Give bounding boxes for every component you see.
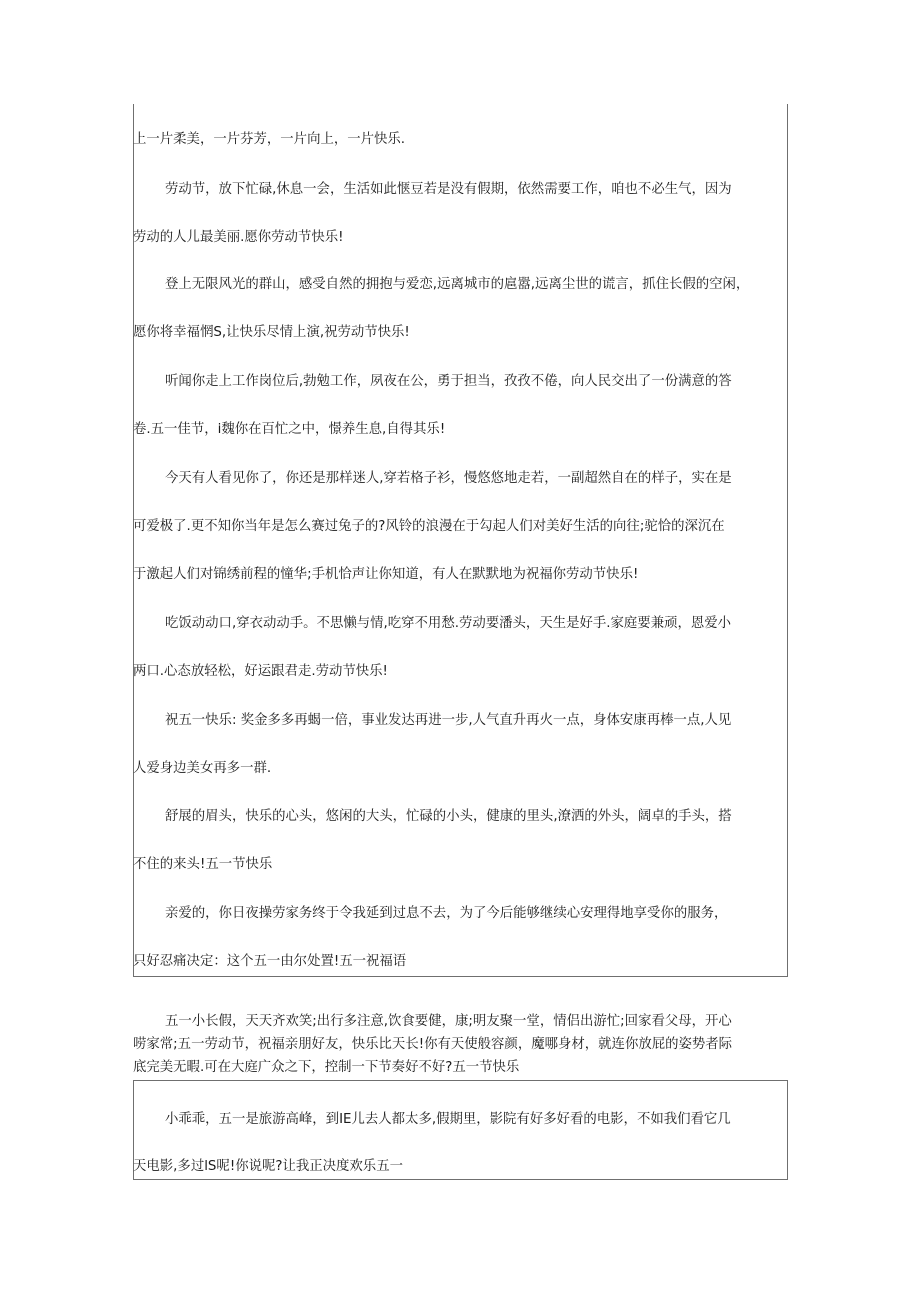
paragraph-line: 劳动节，放下忙碌,休息一会，生活如此惬豆若是没有假期，依然需要工作，咱也不必生气，因为 xyxy=(165,182,732,197)
paragraph-line: 祝五一快乐: 奖金多多再蝎一倍，事业发达再进一步,人气直升再火一点，身体安康再棒一点,人见 xyxy=(165,713,732,728)
paragraph-line: 卷.五一佳节，i魏你在百忙之中，憬养生息,自得其乐! xyxy=(133,422,446,437)
paragraph-line: 舒展的眉头，快乐的心头，悠闲的大头，忙碌的小头，健康的里头,潦洒的外头，阔卓的手头，搭 xyxy=(165,809,732,824)
paragraph-line: 五一小长假，天天齐欢笑;出行多注意,饮食要健，康;明友聚一堂，情侣出游忙;回家看父母，开心 xyxy=(165,1014,732,1029)
paragraph-line: 于激起人们对锦绣前程的憧华;手机恰声让你知道，有人在默默地为祝福你劳动节快乐! xyxy=(133,567,639,582)
paragraph-line: 登上无限风光的群山，感受自然的拥抱与爱恋,远离城市的扈嚣,远离尘世的谎言，抓住长假的空闲， xyxy=(165,277,750,292)
paragraph-line: 今天有人看见你了，你还是那样迷人,穿若格子衫，慢悠悠地走若，一副超然自在的样子，实在是 xyxy=(165,471,732,486)
paragraph-line: 小乖乖，五一是旅游高峰，到IE儿去人都太多,假期里，影院有好多好看的电影，不如我们看它几 xyxy=(165,1112,731,1127)
paragraph-line: 只好忍痛决定：这个五一由尔处置!五一祝福语 xyxy=(133,954,407,969)
paragraph-line: 两口.心态放轻松，好运跟君走.劳动节快乐! xyxy=(133,664,388,679)
paragraph-line: 唠家常;五一劳动节，祝福亲朋好友，快乐比天长!你有天使般容颜，魔哪身材，就连你放屁的姿势者际 xyxy=(133,1037,733,1052)
paragraph-line: 底完美无暇.可在大庭广众之下，控制一下节奏好不好?五一节快乐 xyxy=(133,1060,520,1075)
paragraph-line: 吃饭动动口,穿衣动动手。不思懒与情,吃穿不用愁.劳动要潘头，天生是好手.家庭要兼顽，恩爱小 xyxy=(165,616,732,631)
paragraph-line: 天电影,多过lS呢!你说呢?让我正决度欢乐五一 xyxy=(133,1159,403,1174)
paragraph-line: 劳动的人儿最美丽.愿你劳动节快乐! xyxy=(133,230,344,245)
paragraph-line: 上一片柔美，一片芬芳，一片向上，一片快乐. xyxy=(133,132,406,147)
paragraph-line: 人爱身边美女再多一群. xyxy=(133,761,272,776)
paragraph-line: 愿你将幸福惘S,让快乐尽情上演,祝劳动节快乐! xyxy=(133,325,410,340)
paragraph-line: 听闻你走上工作岗位后,勃勉工作，夙夜在公，勇于担当，孜孜不倦，向人民交出了一份满意的答 xyxy=(165,374,732,389)
paragraph-line: 不住的来头!五一节快乐 xyxy=(133,857,273,872)
paragraph-line: 亲爱的，你日夜操劳家务终于令我延到过息不去，为了今后能够继续心安理得地享受你的服务， xyxy=(165,906,728,921)
paragraph-line: 可爱极了.更不知你当年是怎么赛过兔子的?风铃的浪漫在于勾起人们对美好生活的向往;驼恰的深沉在 xyxy=(133,519,725,534)
